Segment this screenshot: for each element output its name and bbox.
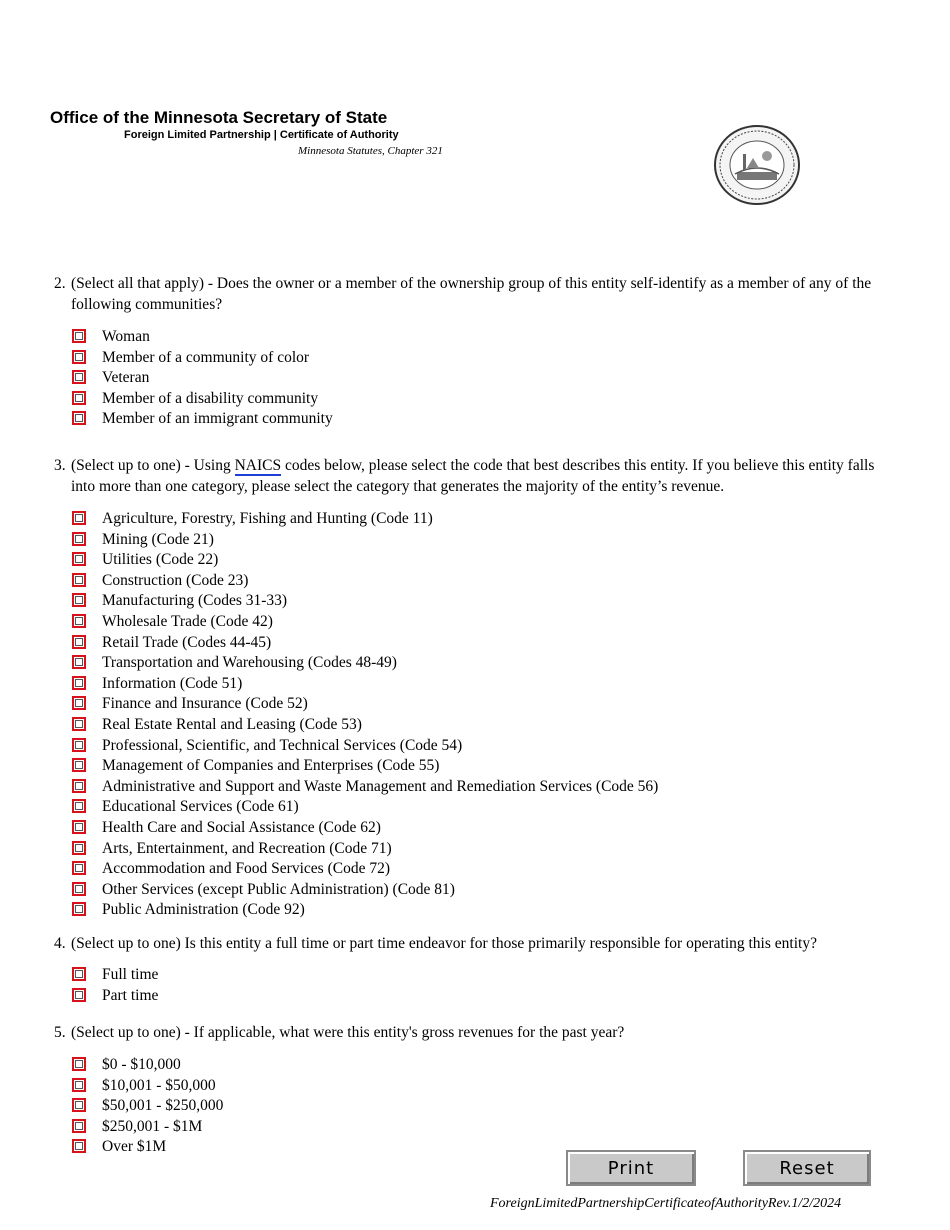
option-label: Woman: [102, 328, 150, 345]
state-seal-icon: [713, 124, 801, 206]
checkbox[interactable]: [72, 411, 86, 425]
checkbox[interactable]: [72, 655, 86, 669]
option-label: Other Services (except Public Administration) (Code 81): [102, 880, 455, 898]
option-label: Member of a community of color: [102, 348, 310, 366]
option-label: $50,001 - $250,000: [102, 1097, 224, 1115]
checkbox[interactable]: [72, 370, 86, 384]
statute-reference: Minnesota Statutes, Chapter 321: [298, 145, 443, 157]
option-label: Manufacturing (Codes 31-33): [102, 592, 288, 610]
option-label: Veteran: [102, 369, 150, 387]
question-4-text: (Select up to one) Is this entity a full time or part time endeavor for those primarily responsible for operating this entity?: [71, 935, 817, 952]
option-label: Over $1M: [102, 1138, 167, 1156]
form-revision-footer: ForeignLimitedPartnershipCertificateofAuthorityRev.1/2/2024: [490, 1196, 842, 1211]
question-2-text: (Select all that apply) - Does the owner or a member of the ownership group of this entity self-identify as a member of any of the following communities?: [71, 275, 872, 313]
checkbox[interactable]: [72, 696, 86, 710]
question-5-number: 5.: [54, 1024, 66, 1041]
question-2-number: 2.: [54, 275, 66, 292]
checkbox[interactable]: [72, 738, 86, 752]
option-label: Professional, Scientific, and Technical Services (Code 54): [102, 736, 463, 754]
option-label: Administrative and Support and Waste Management and Remediation Services (Code 56): [102, 777, 659, 795]
option-label: Public Administration (Code 92): [102, 901, 305, 919]
checkbox[interactable]: [72, 758, 86, 772]
checkbox[interactable]: [72, 573, 86, 587]
checkbox[interactable]: [72, 1098, 86, 1112]
checkbox[interactable]: [72, 799, 86, 813]
question-3-text: [71, 455, 894, 497]
option-label: Arts, Entertainment, and Recreation (Code 71): [102, 839, 392, 857]
checkbox[interactable]: [72, 841, 86, 855]
checkbox[interactable]: [72, 329, 86, 343]
checkbox[interactable]: [72, 635, 86, 649]
question-2: [54, 273, 894, 315]
checkbox[interactable]: [72, 902, 86, 916]
option-label: $0 - $10,000: [102, 1056, 181, 1073]
checkbox[interactable]: [72, 614, 86, 628]
question-3: [54, 455, 894, 497]
option-label: Educational Services (Code 61): [102, 798, 299, 816]
checkbox[interactable]: [72, 532, 86, 546]
office-title: Office of the Minnesota Secretary of State: [50, 108, 388, 127]
option-label: Management of Companies and Enterprises (Code 55): [102, 757, 440, 775]
question-5-text: (Select up to one) - If applicable, what were this entity's gross revenues for the past year?: [71, 1024, 625, 1041]
checkbox[interactable]: [72, 882, 86, 896]
checkbox[interactable]: [72, 552, 86, 566]
checkbox[interactable]: [72, 717, 86, 731]
option-label: Agriculture, Forestry, Fishing and Hunting (Code 11): [102, 510, 433, 527]
checkbox[interactable]: [72, 967, 86, 981]
option-label: Accommodation and Food Services (Code 72): [102, 860, 390, 878]
option-label: Utilities (Code 22): [102, 551, 219, 569]
option-label: $10,001 - $50,000: [102, 1076, 216, 1094]
checkbox[interactable]: [72, 779, 86, 793]
checkbox[interactable]: [72, 511, 86, 525]
option-label: Real Estate Rental and Leasing (Code 53): [102, 715, 362, 733]
form-subtitle: Foreign Limited Partnership | Certificate of Authority: [124, 129, 399, 141]
option-label: Mining (Code 21): [102, 530, 214, 548]
option-label: Health Care and Social Assistance (Code 62): [102, 818, 381, 836]
print-button[interactable]: Print: [566, 1150, 696, 1186]
question-3-text-after: codes below, please select the code that best describes this entity. If you believe this entity falls into more than one category, please select the category that generates the majority of the entity’s revenue.: [71, 457, 875, 495]
option-label: Construction (Code 23): [102, 571, 249, 589]
option-label: $250,001 - $1M: [102, 1117, 203, 1135]
question-4-number: 4.: [54, 935, 66, 952]
checkbox[interactable]: [72, 1139, 86, 1153]
checkbox[interactable]: [72, 861, 86, 875]
checkbox[interactable]: [72, 820, 86, 834]
option-label: Member of an immigrant community: [102, 410, 333, 428]
option-label: Wholesale Trade (Code 42): [102, 612, 273, 630]
question-5: [54, 1022, 894, 1043]
reset-button[interactable]: Reset: [743, 1150, 871, 1186]
checkbox[interactable]: [72, 1119, 86, 1133]
question-4: [54, 933, 894, 954]
question-3-text-before: (Select up to one) - Using: [71, 457, 235, 474]
option-label: Retail Trade (Codes 44-45): [102, 633, 272, 651]
checkbox[interactable]: [72, 676, 86, 690]
option-label: Member of a disability community: [102, 389, 319, 407]
checkbox[interactable]: [72, 593, 86, 607]
checkbox[interactable]: [72, 1057, 86, 1071]
checkbox[interactable]: [72, 988, 86, 1002]
checkbox[interactable]: [72, 350, 86, 364]
naics-link[interactable]: NAICS: [234, 457, 282, 474]
question-3-number: 3.: [54, 457, 66, 474]
option-label: Information (Code 51): [102, 674, 243, 692]
checkbox[interactable]: [72, 391, 86, 405]
checkbox[interactable]: [72, 1078, 86, 1092]
option-label: Finance and Insurance (Code 52): [102, 695, 308, 713]
option-label: Part time: [102, 986, 159, 1004]
option-label: Full time: [102, 966, 159, 983]
option-label: Transportation and Warehousing (Codes 48-49): [102, 654, 397, 672]
